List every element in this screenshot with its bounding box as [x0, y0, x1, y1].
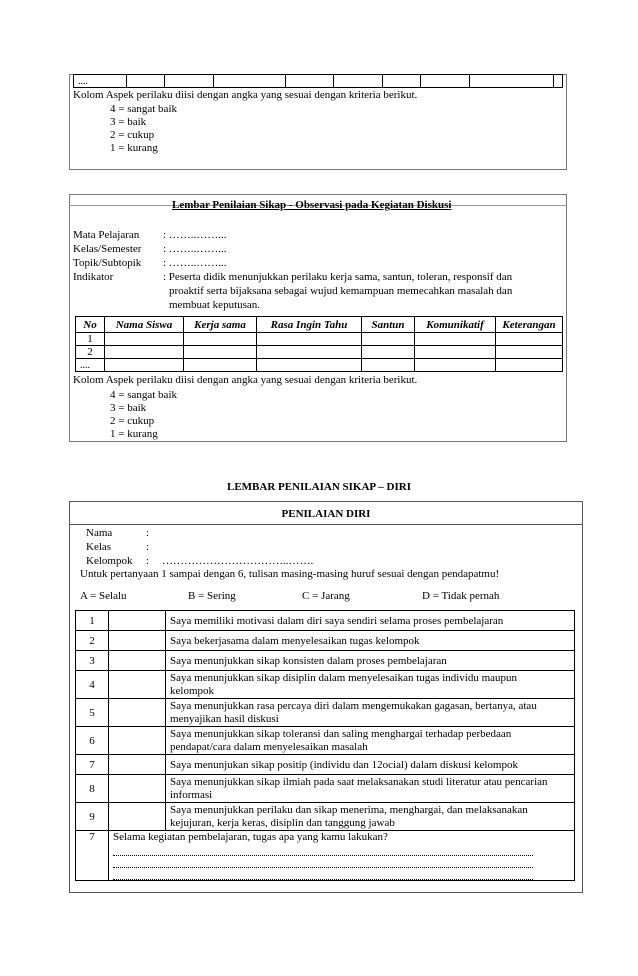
answer-cell[interactable]: [109, 699, 166, 727]
item-number: 5: [76, 699, 109, 727]
section1-table: [73, 74, 563, 88]
item-number: 8: [76, 775, 109, 803]
field-label: Mata Pelajaran: [73, 229, 140, 241]
field-label: Topik/Subtopik: [73, 257, 142, 269]
statement-line: Saya menunjukan sikap positip (individu dan 12ocial) dalam diskusi kelompok: [170, 758, 518, 771]
question-text: Selama kegiatan pembelajaran, tugas apa yang kamu lakukan?: [113, 831, 388, 843]
table-cell: [469, 75, 553, 88]
table-row: [76, 755, 575, 775]
table-row: [76, 651, 575, 671]
item-number: 1: [76, 611, 109, 631]
table-row: [76, 359, 563, 372]
table-row: [76, 727, 575, 755]
table-cell: ....: [74, 75, 127, 88]
table-row: [76, 699, 575, 727]
statement-line: Saya memiliki motivasi dalam diri saya sendiri selama proses pembelajaran: [170, 614, 504, 627]
table-row: [76, 631, 575, 651]
criteria-list: [72, 389, 177, 441]
instruction-text: Untuk pertanyaan 1 sampai dengan 6, tulisan masing-masing huruf sesuai dengan pendapatmu!: [80, 568, 500, 580]
identity-fields: [86, 526, 313, 568]
item-number: 7: [76, 755, 109, 775]
table-row: [76, 346, 563, 359]
table-row: [76, 671, 575, 699]
statement-line: Saya bekerjasama dalam menyelesaikan tugas kelompok: [170, 634, 420, 647]
criteria-item: 1 = kurang: [110, 428, 158, 440]
statement-line: Saya menunjukkan perilaku dan sikap menerima, menghargai, dan melaksanakan: [170, 803, 528, 816]
column-header: Rasa Ingin Tahu: [257, 317, 362, 333]
item-number: 3: [76, 651, 109, 671]
criteria-item: 1 = kurang: [110, 142, 158, 154]
criteria-item: 3 = baik: [110, 402, 147, 414]
statement-line: informasi: [170, 788, 213, 801]
table-cell: [126, 75, 165, 88]
field-value: : ……..……...: [163, 243, 227, 255]
statement-line: menyajikan hasil diskusi: [170, 712, 279, 725]
criteria-item: 3 = baik: [110, 116, 147, 128]
statement-line: Saya menunjukkan sikap toleransi dan saling menghargai terhadap perbedaan: [170, 727, 512, 740]
table-row: [76, 611, 575, 631]
answer-line[interactable]: [113, 844, 533, 856]
item-number: 6: [76, 727, 109, 755]
divider: [69, 524, 583, 525]
table-row: [76, 803, 575, 831]
statement-line: pendapat/cara dalam menyelesaikan masalah: [170, 740, 368, 753]
answer-cell[interactable]: [109, 631, 166, 651]
criteria-item: 4 = sangat baik: [110, 389, 177, 401]
section3-heading: LEMBAR PENILAIAN SIKAP – DIRI: [227, 481, 411, 493]
table-cell: [554, 75, 563, 88]
field-value: : ……..……...: [163, 229, 227, 241]
criteria-intro: Kolom Aspek perilaku diisi dengan angka yang sesuai dengan kriteria berikut.: [73, 89, 418, 101]
table-row: [76, 333, 563, 346]
field-label: Kelas/Semester: [73, 243, 142, 255]
column-header: Nama Siswa: [105, 317, 184, 333]
table-header-row: [76, 317, 563, 333]
statement-line: kelompok: [170, 684, 214, 697]
indicator-line: : Peserta didik menunjukkan perilaku kerja sama, santun, toleran, responsif dan: [163, 271, 513, 283]
row-number: 2: [76, 346, 105, 359]
table-cell: [285, 75, 333, 88]
field-label: Kelompok: [86, 555, 133, 567]
criteria-list: [72, 103, 177, 155]
table-cell: [382, 75, 421, 88]
answer-cell[interactable]: [109, 727, 166, 755]
observation-table: [75, 316, 563, 372]
open-question: [109, 831, 575, 881]
answer-cell[interactable]: [109, 671, 166, 699]
field-label: Nama: [86, 527, 113, 539]
answer-line[interactable]: [113, 868, 533, 880]
table-row: [76, 775, 575, 803]
criteria-intro: Kolom Aspek perilaku diisi dengan angka yang sesuai dengan kriteria berikut.: [73, 374, 418, 386]
answer-cell[interactable]: [109, 803, 166, 831]
answer-cell[interactable]: [109, 775, 166, 803]
field-separator: :: [146, 541, 150, 553]
statement-line: Saya menunjukkan sikap ilmiah pada saat melaksanakan studi literatur atau pencarian: [170, 775, 548, 788]
statement: [166, 631, 575, 651]
section2-title: Lembar Penilaian Sikap - Observasi pada Kegiatan Diskusi: [172, 199, 452, 211]
option-label: A = Selalu: [80, 590, 127, 602]
self-assessment-table: [75, 610, 575, 881]
answer-options: [80, 590, 580, 604]
criteria-item: 2 = cukup: [110, 129, 155, 141]
field-separator: :: [146, 555, 150, 567]
table-cell: [213, 75, 285, 88]
field-value: ……………………………..…….: [162, 555, 314, 567]
statement: [166, 699, 575, 727]
column-header: Keterangan: [496, 317, 563, 333]
self-assessment-title: PENILAIAN DIRI: [281, 508, 371, 520]
field-label: Kelas: [86, 541, 112, 553]
indicator-line: membuat keputusan.: [169, 299, 261, 311]
item-number: 9: [76, 803, 109, 831]
column-header: Santun: [362, 317, 415, 333]
statement: [166, 727, 575, 755]
statement-line: Saya menunjukkan sikap disiplin dalam menyelesaikan tugas individu maupun: [170, 671, 518, 684]
statement: [166, 775, 575, 803]
statement: [166, 803, 575, 831]
row-number: ....: [76, 359, 105, 372]
column-header: No: [76, 317, 105, 333]
section2-fields: [73, 228, 512, 312]
statement: [166, 671, 575, 699]
item-number: 4: [76, 671, 109, 699]
answer-cell[interactable]: [109, 755, 166, 775]
table-row: [76, 831, 575, 881]
statement: [166, 651, 575, 671]
answer-cell[interactable]: [109, 651, 166, 671]
statement-line: kejujuran, kerja keras, disiplin dan tanggung jawab: [170, 816, 395, 829]
indicator-label: Indikator: [73, 271, 114, 283]
item-number: 7: [76, 831, 109, 881]
table-cell: [421, 75, 469, 88]
option-label: B = Sering: [188, 590, 236, 602]
statement: [166, 755, 575, 775]
criteria-item: 2 = cukup: [110, 415, 155, 427]
field-separator: :: [146, 527, 150, 539]
criteria-item: 4 = sangat baik: [110, 103, 177, 115]
table-cell: [165, 75, 213, 88]
indicator-line: proaktif serta bijaksana sebagai wujud kemampuan memecahkan masalah dan: [169, 285, 513, 297]
answer-cell[interactable]: [109, 611, 166, 631]
statement: [166, 611, 575, 631]
option-label: C = Jarang: [302, 590, 350, 602]
answer-line[interactable]: [113, 856, 533, 868]
option-label: D = Tidak pernah: [422, 590, 500, 602]
item-number: 2: [76, 631, 109, 651]
statement-line: Saya menunjukkan rasa percaya diri dalam mengemukakan gagasan, bertanya, atau: [170, 699, 537, 712]
statement-line: Saya menunjukkan sikap konsisten dalam proses pembelajaran: [170, 654, 447, 667]
field-value: : ……..……...: [163, 257, 227, 269]
row-number: 1: [76, 333, 105, 346]
column-header: Kerja sama: [184, 317, 257, 333]
table-cell: [334, 75, 382, 88]
column-header: Komunikatif: [415, 317, 496, 333]
